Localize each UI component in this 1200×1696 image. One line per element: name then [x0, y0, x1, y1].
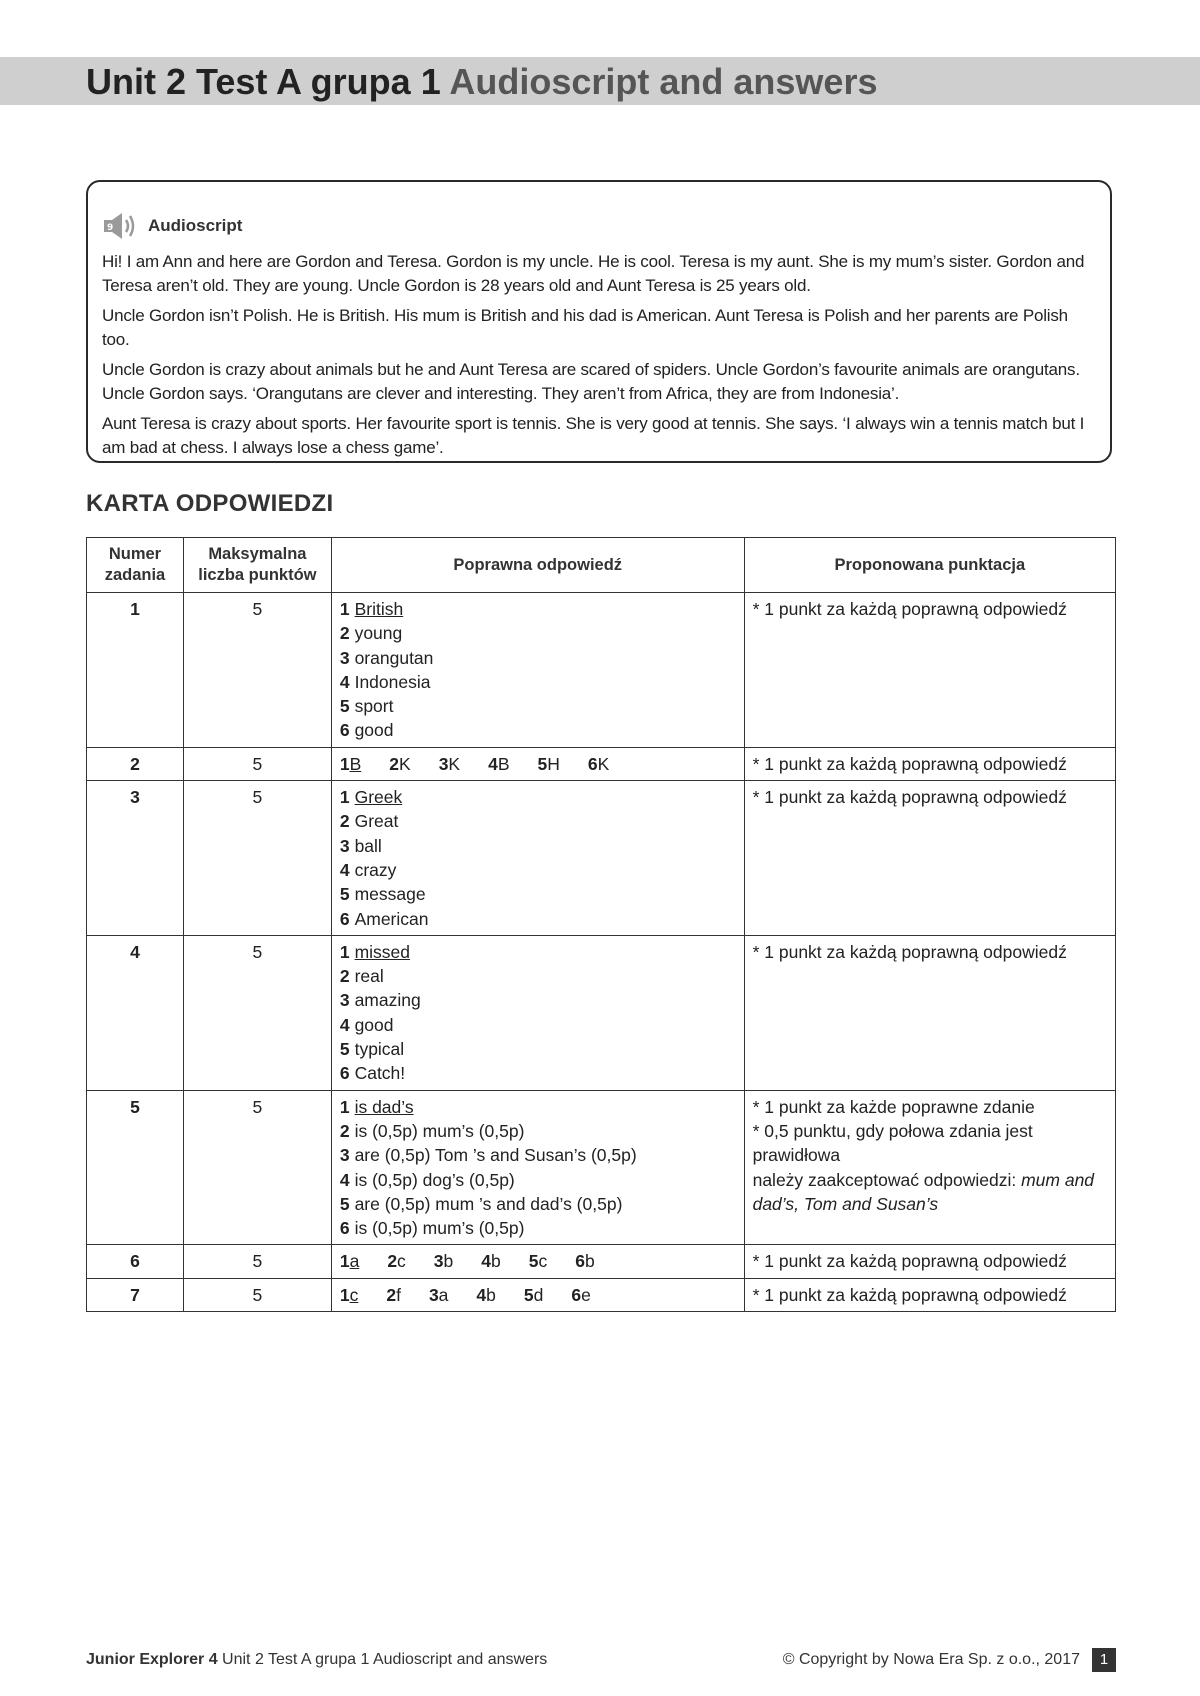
audioscript-label: Audioscript [148, 216, 243, 235]
answer-item: 5H [537, 753, 560, 774]
table-row [87, 1245, 1116, 1278]
correct-answer [331, 935, 744, 1090]
scoring-line: * 1 punkt za każdą poprawną odpowiedź [752, 1284, 1067, 1305]
task-number: 4 [87, 935, 184, 1090]
track-number: 9 [107, 223, 114, 233]
answer-item: 1B [339, 753, 362, 774]
footer [86, 1651, 1116, 1675]
answer-item: 2 young [339, 623, 403, 644]
answer-item: 4b [476, 1284, 496, 1305]
scoring-line: * 1 punkt za każdą poprawną odpowiedź [752, 753, 1067, 774]
answer-item: 1 is dad’s [339, 1096, 414, 1117]
scoring-line: * 1 punkt za każdą poprawną odpowiedź [752, 787, 1067, 808]
correct-answer [331, 593, 744, 748]
footer-doc: Unit 2 Test A grupa 1 Audioscript and answers [222, 1651, 548, 1668]
answer-item: 4 good [339, 1014, 394, 1035]
answer-item: 5d [523, 1284, 544, 1305]
speaker-icon [102, 210, 138, 242]
task-number: 6 [87, 1245, 184, 1278]
answer-item: 1 British [339, 599, 404, 619]
footer-title [86, 1651, 547, 1669]
answer-item: 2 real [339, 966, 384, 987]
task-number: 1 [87, 593, 184, 748]
answer-item: 1c [339, 1284, 359, 1305]
scoring [744, 593, 1115, 748]
answer-item: 1a [339, 1251, 360, 1272]
max-points: 5 [183, 935, 331, 1090]
table-row [87, 1090, 1116, 1245]
answer-item: 2K [389, 753, 411, 774]
audioscript-header [102, 210, 1094, 242]
accepted-variants: mum and dad’s, Tom and Susan’s [752, 1169, 1095, 1214]
page-title-sub: Audioscript and answers [449, 61, 878, 102]
scoring [744, 1090, 1115, 1245]
audioscript-box [86, 180, 1112, 463]
table-row [87, 747, 1116, 780]
table-header-row [87, 538, 1116, 593]
table-row [87, 781, 1116, 936]
correct-answer [331, 747, 744, 780]
max-points: 5 [183, 747, 331, 780]
scoring-line: * 1 punkt za każdą poprawną odpowiedź [752, 599, 1067, 619]
max-points: 5 [183, 781, 331, 936]
correct-answer [331, 1090, 744, 1245]
max-points: 5 [183, 593, 331, 748]
answer-item: 4b [481, 1251, 501, 1272]
page-title [86, 60, 878, 104]
answer-item: 3 are (0,5p) Tom ’s and Susan’s (0,5p) [339, 1145, 637, 1166]
answer-item: 5 typical [339, 1039, 405, 1060]
scoring [744, 747, 1115, 780]
audioscript-paragraph: Aunt Teresa is crazy about sports. Her favourite sport is tennis. She is very good at tennis. She says. ‘I always win a tennis match but I am bad at chess. I always lose a chess game’. [102, 414, 1085, 457]
page-number: 1 [1092, 1648, 1116, 1672]
answer-item: 3b [433, 1251, 454, 1272]
answer-item: 6b [575, 1251, 595, 1272]
answer-item: 2c [387, 1251, 406, 1272]
page-title-main: Unit 2 Test A grupa 1 [86, 61, 441, 102]
answer-item: 5 are (0,5p) mum ’s and dad’s (0,5p) [339, 1193, 623, 1214]
task-number: 5 [87, 1090, 184, 1245]
table-row [87, 593, 1116, 748]
answer-item: 3 orangutan [339, 647, 434, 668]
scoring-line: należy zaakceptować odpowiedzi: mum and dad’s, Tom and Susan’s [752, 1169, 1095, 1214]
scoring-line: * 1 punkt za każdą poprawną odpowiedź [752, 941, 1067, 962]
header-correct-answer: Poprawna odpowiedź [331, 538, 744, 593]
answer-item: 5 message [339, 884, 426, 905]
answer-item: 3 ball [339, 835, 382, 856]
scoring [744, 1278, 1115, 1311]
audioscript-paragraph: Hi! I am Ann and here are Gordon and Teresa. Gordon is my uncle. He is cool. Teresa is my aunt. She is my mum’s sister. Gordon and Teresa aren’t old. They are young. Uncle Gordon is 28 years old and Aunt Teresa is 25 years old. [102, 252, 1085, 295]
footer-copyright: © Copyright by Nowa Era Sp. z o.o., 2017 [782, 1651, 1080, 1668]
answer-item: 2f [386, 1284, 401, 1305]
answer-item: 6 good [339, 720, 394, 741]
header-max-points: Maksymalna liczba punktów [183, 538, 331, 593]
audioscript-paragraph: Uncle Gordon isn’t Polish. He is British. His mum is British and his dad is American. Aunt Teresa is Polish and her parents are Polish too. [102, 306, 1068, 349]
answer-item: 6K [587, 753, 610, 774]
task-number: 7 [87, 1278, 184, 1311]
scoring [744, 935, 1115, 1090]
answer-item: 5 sport [339, 696, 394, 717]
max-points: 5 [183, 1090, 331, 1245]
task-number: 3 [87, 781, 184, 936]
task-number: 2 [87, 747, 184, 780]
table-row [87, 1278, 1116, 1311]
scoring [744, 1245, 1115, 1278]
answer-item: 5c [528, 1251, 548, 1272]
answer-item: 1 missed [339, 941, 411, 962]
scoring-line: * 0,5 punktu, gdy połowa zdania jest prawidłowa [752, 1120, 1033, 1166]
max-points: 5 [183, 1278, 331, 1311]
scoring-line: * 1 punkt za każdą poprawną odpowiedź [752, 1251, 1067, 1272]
answer-item: 3a [428, 1284, 449, 1305]
answer-item: 6 American [339, 908, 429, 929]
scoring [744, 781, 1115, 936]
answer-item: 6 Catch! [339, 1063, 406, 1084]
correct-answer [331, 1278, 744, 1311]
header-task-number: Numer zadania [87, 538, 184, 593]
answer-item: 2 is (0,5p) mum’s (0,5p) [339, 1120, 525, 1141]
correct-answer [331, 1245, 744, 1278]
header-scoring: Proponowana punktacja [744, 538, 1115, 593]
max-points: 5 [183, 1245, 331, 1278]
answer-sheet-title: KARTA ODPOWIEDZI [86, 490, 334, 517]
answer-item: 3 amazing [339, 990, 421, 1011]
answer-item: 4 is (0,5p) dog’s (0,5p) [339, 1169, 515, 1190]
scoring-line: * 1 punkt za każde poprawne zdanie [752, 1096, 1035, 1117]
answer-item: 4 Indonesia [339, 671, 431, 692]
correct-answer [331, 781, 744, 936]
answer-item: 6 is (0,5p) mum’s (0,5p) [339, 1218, 525, 1239]
answer-item: 4 crazy [339, 859, 397, 880]
answer-item: 1 Greek [339, 787, 403, 808]
answer-item: 6e [571, 1284, 591, 1305]
answer-item: 2 Great [339, 811, 399, 832]
answer-item: 3K [438, 753, 461, 774]
footer-series: Junior Explorer 4 [86, 1651, 218, 1668]
table-row [87, 935, 1116, 1090]
answer-table [86, 537, 1116, 1312]
audioscript-paragraph: Uncle Gordon is crazy about animals but he and Aunt Teresa are scared of spiders. Uncle Gordon’s favourite animals are orangutans. Uncle Gordon says. ‘Orangutans are clever and interesting. They aren’t from Africa, they are from Indonesia’. [102, 360, 1080, 403]
answer-item: 4B [488, 753, 510, 774]
